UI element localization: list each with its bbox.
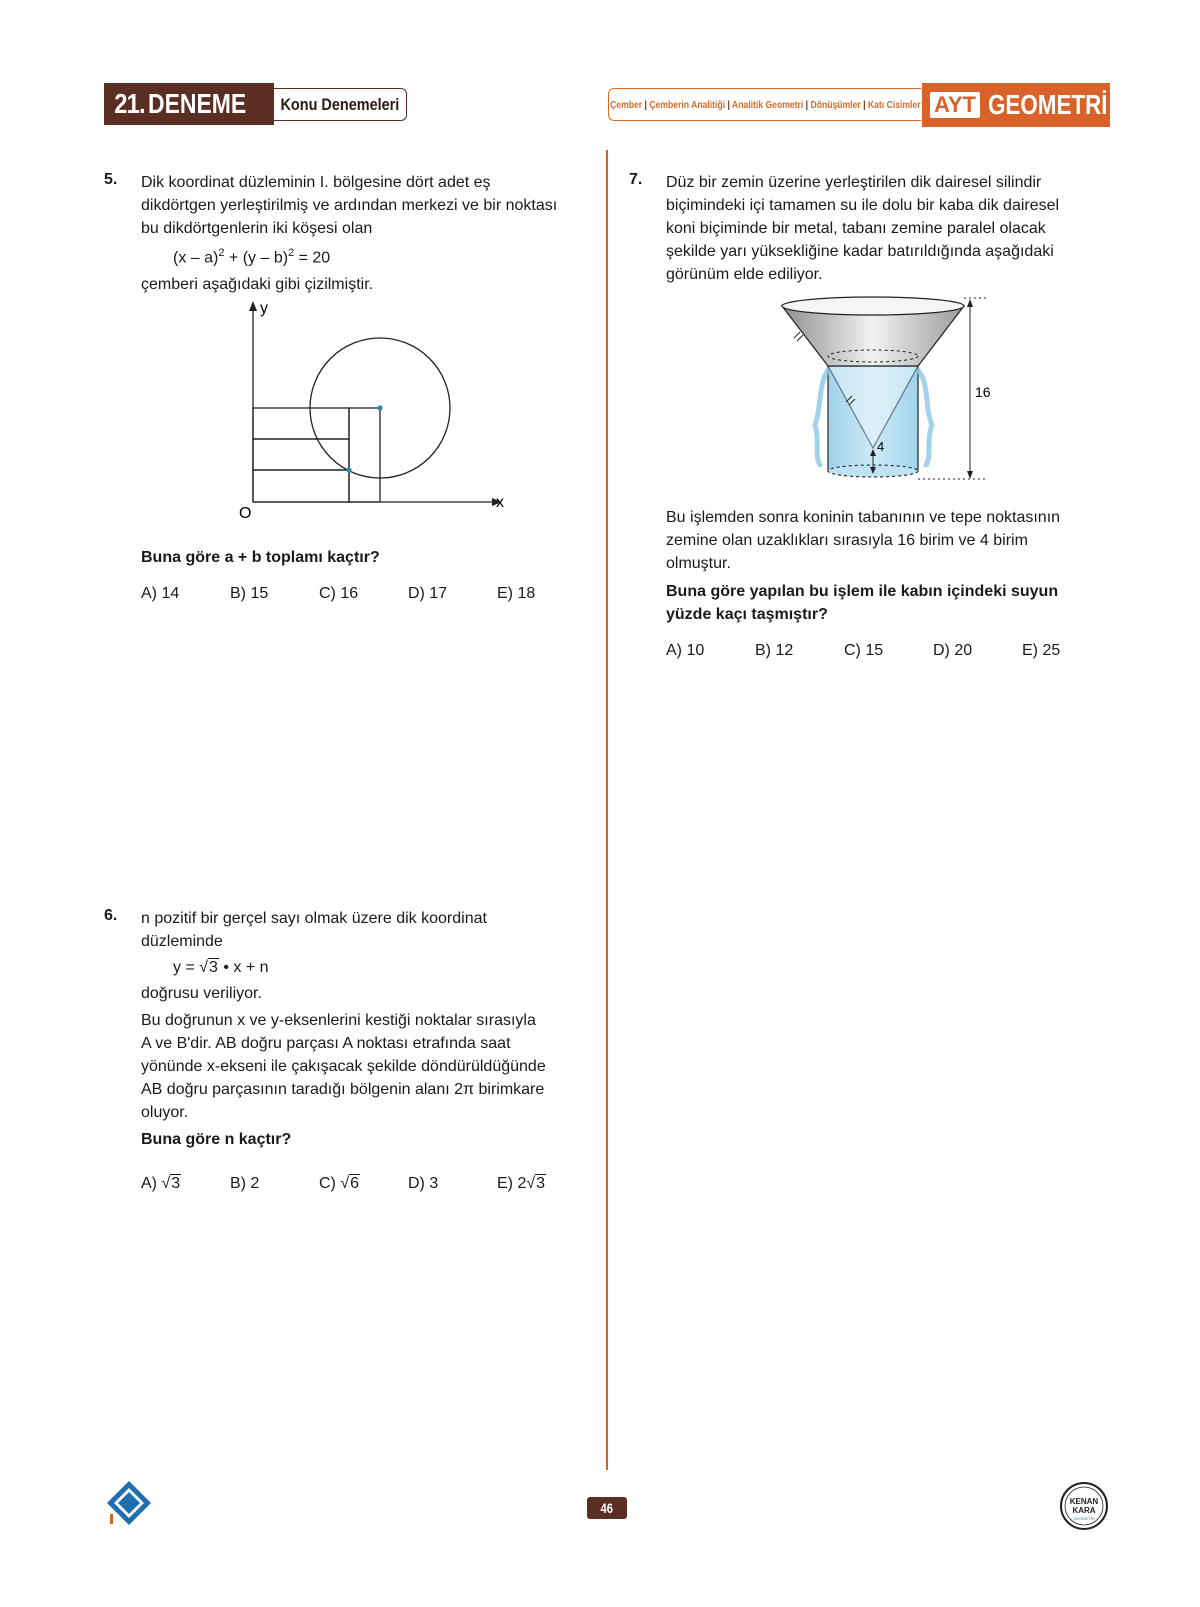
q5-text-line: Dik koordinat düzleminin I. bölgesine dört adet eş bbox=[141, 174, 491, 191]
y-label: y bbox=[260, 300, 268, 317]
circle-center-dot bbox=[377, 405, 382, 410]
q6-stem bbox=[141, 907, 601, 1151]
water-splash-left bbox=[815, 370, 828, 465]
test-number: 21. bbox=[114, 88, 145, 119]
option-b[interactable]: B) 12 bbox=[755, 642, 794, 659]
header-subtitle: Konu Denemeleri bbox=[274, 88, 407, 121]
q7-text-line: görünüm elde ediliyor. bbox=[666, 266, 823, 283]
option-d[interactable]: D) 3 bbox=[408, 1175, 439, 1192]
svg-text:GEOMETRİ: GEOMETRİ bbox=[1073, 1516, 1095, 1521]
label-4: 4 bbox=[877, 439, 885, 454]
q6-text-line: doğrusu veriliyor. bbox=[141, 985, 262, 1002]
q7-text-line: Düz bir zemin üzerine yerleştirilen dik dairesel silindir bbox=[666, 174, 1042, 191]
option-e[interactable]: E) 18 bbox=[497, 585, 536, 602]
topic-item: Analitik Geometri bbox=[731, 98, 803, 111]
header-badge bbox=[104, 83, 274, 125]
q5-text-line: çemberi aşağıdaki gibi çizilmiştir. bbox=[141, 276, 374, 294]
q7-options bbox=[666, 642, 1111, 660]
q7-text-line: biçimindeki içi tamamen su ile dolu bir kaba dik dairesel bbox=[666, 197, 1060, 214]
q7-text-line: Bu işlemden sonra koninin tabanının ve tepe noktasının bbox=[666, 509, 1061, 526]
svg-text:KARA: KARA bbox=[1072, 1506, 1096, 1515]
q6-number: 6. bbox=[104, 907, 118, 924]
cone-base bbox=[782, 297, 964, 315]
q6-text-line: düzleminde bbox=[141, 933, 223, 950]
origin-label: O bbox=[239, 505, 252, 520]
subject-label: GEOMETRİ bbox=[987, 89, 1108, 120]
exam-label: AYT bbox=[930, 92, 980, 118]
q6-text-line: Bu doğrunun x ve y-eksenlerini kestiği noktalar sırasıyla bbox=[141, 1012, 536, 1029]
q7-figure bbox=[770, 290, 1000, 490]
option-a[interactable]: A) √3 bbox=[141, 1175, 181, 1192]
option-d[interactable]: D) 20 bbox=[933, 642, 973, 659]
option-c[interactable]: C) 16 bbox=[319, 585, 359, 602]
q5-number: 5. bbox=[104, 171, 118, 188]
y-axis-arrow bbox=[249, 301, 257, 311]
column-divider bbox=[606, 150, 608, 1470]
q7-text-line: koni biçiminde bir metal, tabanı zemine paralel olacak bbox=[666, 220, 1046, 237]
circle-point-dot bbox=[346, 467, 351, 472]
option-b[interactable]: B) 15 bbox=[230, 585, 269, 602]
water-splash-right bbox=[918, 370, 932, 465]
q5-question: Buna göre a + b toplamı kaçtır? bbox=[141, 549, 380, 566]
q6-options bbox=[141, 1175, 586, 1193]
page-number: 46 bbox=[587, 1497, 627, 1519]
topic-item: Dönüşümler bbox=[810, 98, 861, 111]
q7-info bbox=[666, 506, 1126, 626]
option-a[interactable]: A) 14 bbox=[141, 585, 180, 602]
q6-text-line: AB doğru parçasının taradığı bölgenin alanı 2π birimkare bbox=[141, 1081, 545, 1098]
option-e[interactable]: E) 25 bbox=[1022, 642, 1061, 659]
rectangle bbox=[253, 408, 349, 439]
q7-text-line: şekilde yarı yüksekliğine kadar batırıldığında aşağıdaki bbox=[666, 243, 1054, 260]
q5-equation: (x – a)$^2$ + (y – b)$^2$ = 20 bbox=[173, 247, 331, 267]
q6-text-line: yönünde x-ekseni ile çakışacak şekilde döndürüldüğünde bbox=[141, 1058, 546, 1075]
q7-stem bbox=[666, 171, 1126, 286]
test-title: DENEME bbox=[147, 88, 247, 119]
q6-text-line: oluyor. bbox=[141, 1104, 189, 1121]
svg-text:KENAN: KENAN bbox=[1069, 1497, 1099, 1506]
rectangle bbox=[253, 470, 349, 502]
header-subject bbox=[922, 83, 1110, 127]
q5-figure bbox=[220, 300, 520, 520]
q7-question: yüzde kaçı taşmıştır? bbox=[666, 606, 828, 623]
rectangle bbox=[349, 408, 380, 502]
q7-question: Buna göre yapılan bu işlem ile kabın içindeki suyun bbox=[666, 583, 1059, 600]
q6-text-line: A ve B'dir. AB doğru parçası A noktası etrafında saat bbox=[141, 1035, 511, 1052]
label-16: 16 bbox=[975, 384, 991, 400]
topic-item: Çember bbox=[609, 98, 642, 111]
publisher-logo-icon bbox=[104, 1478, 154, 1528]
option-c[interactable]: C) 15 bbox=[844, 642, 884, 659]
q7-text-line: zemine olan uzaklıkları sırasıyla 16 birim ve 4 birim bbox=[666, 532, 1028, 549]
q6-text-line: n pozitif bir gerçel sayı olmak üzere dik koordinat bbox=[141, 910, 487, 927]
q5-stem bbox=[141, 171, 601, 296]
brand-seal-icon bbox=[1058, 1480, 1110, 1532]
topic-item: Çemberin Analitiği bbox=[649, 98, 725, 111]
rectangle bbox=[253, 439, 349, 470]
option-c[interactable]: C) √6 bbox=[319, 1175, 360, 1192]
q5-text-line: bu dikdörtgenlerin iki köşesi olan bbox=[141, 220, 373, 237]
option-d[interactable]: D) 17 bbox=[408, 585, 448, 602]
q5-options bbox=[141, 585, 586, 603]
q5-text-line: dikdörtgen yerleştirilmiş ve ardından merkezi ve bir noktası bbox=[141, 197, 558, 214]
topic-item: Katı Cisimler bbox=[867, 98, 921, 111]
q7-text-line: olmuştur. bbox=[666, 555, 731, 572]
option-e[interactable]: E) 2√3 bbox=[497, 1175, 546, 1192]
q6-question: Buna göre n kaçtır? bbox=[141, 1131, 292, 1148]
q7-number: 7. bbox=[629, 171, 643, 188]
option-b[interactable]: B) 2 bbox=[230, 1175, 260, 1192]
header-topics: Çember | Çemberin Analitiği | Analitik Geometri | Dönüşümler | Katı Cisimler bbox=[608, 88, 921, 121]
x-label: x bbox=[496, 494, 504, 511]
option-a[interactable]: A) 10 bbox=[666, 642, 705, 659]
q6-equation: y = √3 • x + n bbox=[173, 959, 269, 976]
